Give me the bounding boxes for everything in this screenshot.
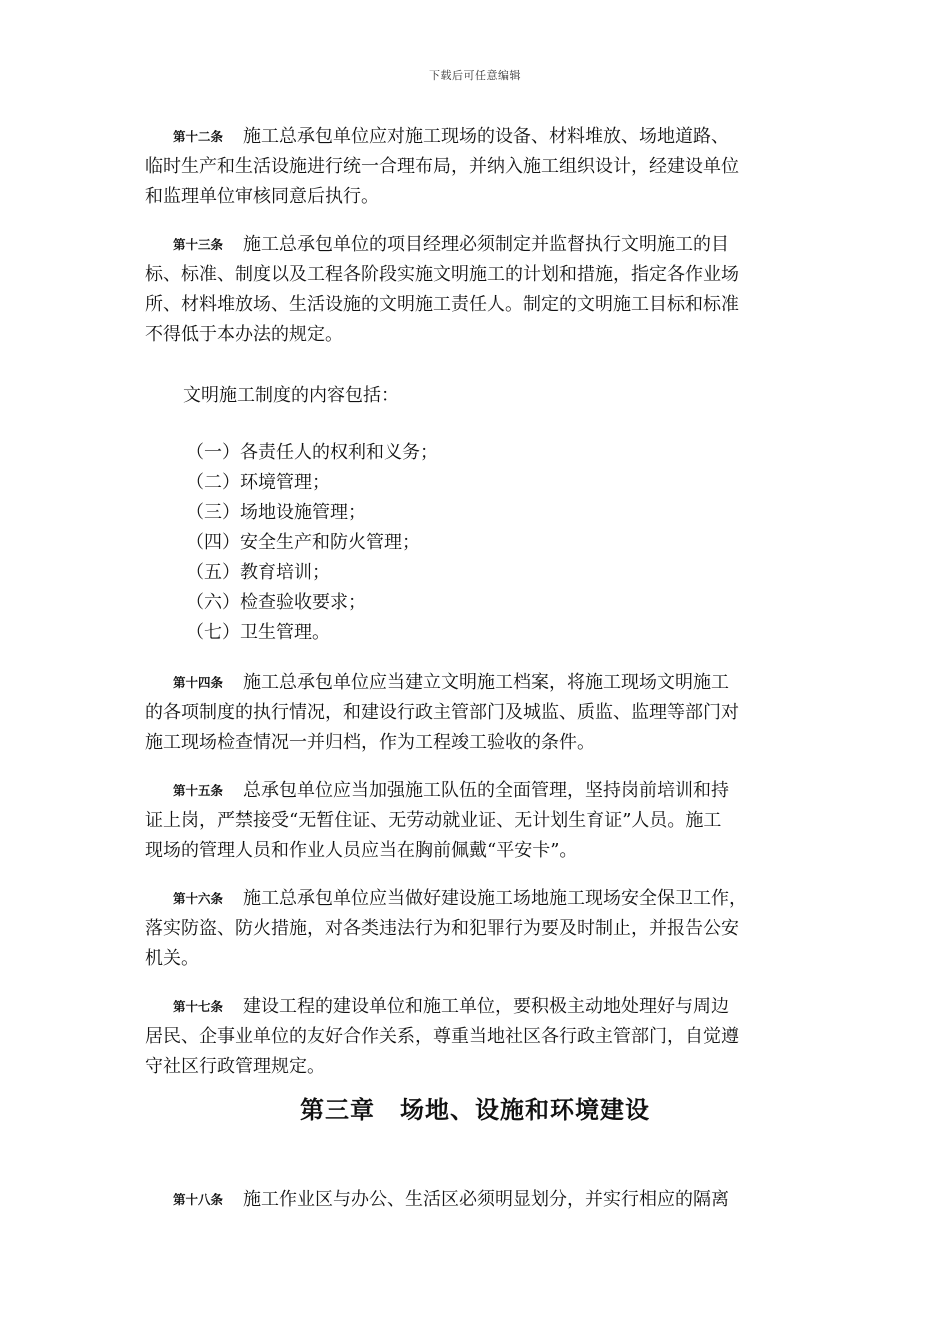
article-line: 第十四条 施工总承包单位应当建立文明施工档案，将施工现场文明施工 [173,672,730,693]
article-line: 和监理单位审核同意后执行。 [145,186,379,207]
article-number: 第十四条 [173,675,224,690]
article-line: 机关。 [145,948,199,969]
article-number: 第十七条 [173,999,224,1014]
article-15 [145,776,805,866]
list-item: （四）安全生产和防火管理； [186,532,420,553]
chapter-title: 第三章 场地、设施和环境建设 [300,1096,650,1124]
list-item: （三）场地设施管理； [186,502,366,523]
system-list [186,438,438,648]
article-line: 第十七条 建设工程的建设单位和施工单位，要积极主动地处理好与周边 [173,996,730,1017]
article-line: 守社区行政管理规定。 [145,1056,325,1077]
article-line: 第十六条 施工总承包单位应当做好建设施工场地施工现场安全保卫工作， [173,888,748,909]
article-line: 第十二条 施工总承包单位应对施工现场的设备、材料堆放、场地道路、 [173,126,730,147]
article-line: 施工现场检查情况一并归档，作为工程竣工验收的条件。 [145,732,595,753]
article-18 [145,1185,805,1215]
article-line: 第十八条 施工作业区与办公、生活区必须明显划分，并实行相应的隔离 [173,1189,730,1210]
article-line: 第十五条 总承包单位应当加强施工队伍的全面管理，坚持岗前培训和持 [173,780,730,801]
article-line: 第十三条 施工总承包单位的项目经理必须制定并监督执行文明施工的目 [173,234,730,255]
list-item: （五）教育培训； [186,562,330,583]
article-17 [145,992,805,1082]
list-item: （二）环境管理； [186,472,330,493]
article-line: 临时生产和生活设施进行统一合理布局，并纳入施工组织设计，经建设单位 [145,156,739,177]
list-item: （一）各责任人的权利和义务； [186,442,438,463]
article-number: 第十二条 [173,129,224,144]
article-number: 第十八条 [173,1192,224,1207]
system-intro: 文明施工制度的内容包括： [183,385,399,406]
article-line: 证上岗，严禁接受“无暂住证、无劳动就业证、无计划生育证”人员。施工 [145,810,722,831]
article-line: 标、标准、制度以及工程各阶段实施文明施工的计划和措施，指定各作业场 [145,264,739,285]
article-line: 居民、企事业单位的友好合作关系，尊重当地社区各行政主管部门，自觉遵 [145,1026,739,1047]
article-13 [145,230,805,350]
article-12 [145,122,805,212]
article-line: 落实防盗、防火措施，对各类违法行为和犯罪行为要及时制止，并报告公安 [145,918,739,939]
article-line: 不得低于本办法的规定。 [145,324,343,345]
article-number: 第十五条 [173,783,224,798]
article-line: 所、材料堆放场、生活设施的文明施工责任人。制定的文明施工目标和标准 [145,294,739,315]
article-line: 的各项制度的执行情况，和建设行政主管部门及城监、质监、监理等部门对 [145,702,739,723]
article-14 [145,668,805,758]
article-16 [145,884,805,974]
list-item: （七）卫生管理。 [186,622,330,643]
article-number: 第十六条 [173,891,224,906]
list-item: （六）检查验收要求； [186,592,366,613]
article-line: 现场的管理人员和作业人员应当在胸前佩戴“平安卡”。 [145,840,578,861]
article-number: 第十三条 [173,237,224,252]
header-note: 下载后可任意编辑 [429,69,521,82]
